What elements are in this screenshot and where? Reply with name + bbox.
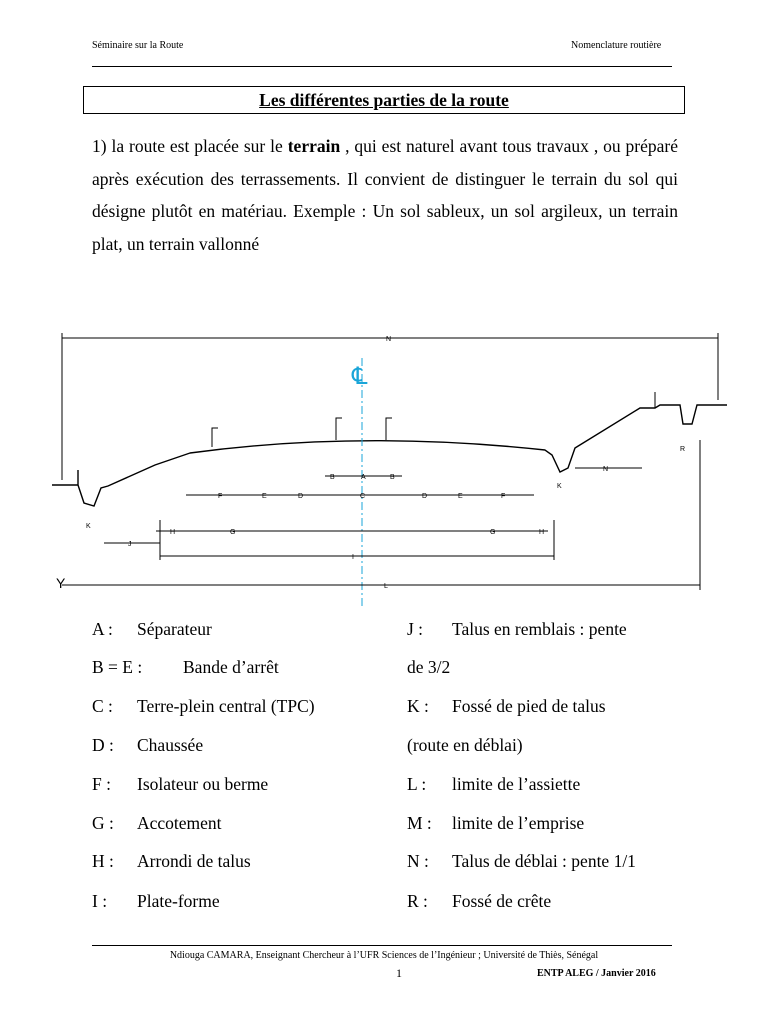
label-E-right: E [458,493,463,500]
intro-paragraph [92,130,678,261]
footer-author: Ndiouga CAMARA, Enseignant Chercheur à l’UFR Sciences de l’Ingénieur ; Université de Thiès, Sénégal [169,950,599,961]
label-I: I [352,554,354,561]
label-G-left: G [230,529,236,536]
legend-letter: F : [92,774,111,794]
legend-desc: Fossé de crête [452,891,552,911]
legend-letter: G : [92,813,114,833]
legend-desc: Plate-forme [137,891,220,911]
label-K-left: K [86,523,91,530]
legend-desc: Talus de déblai : pente 1/1 [452,851,636,871]
legend-letter: C : [92,696,113,716]
legend-desc: limite de l’emprise [452,813,585,833]
legend-desc: Accotement [137,813,222,833]
page-number: 1 [396,966,402,980]
legend-desc: de 3/2 [407,657,451,677]
legend-desc: (route en déblai) [407,735,523,755]
legend-letter: A : [92,619,113,639]
label-F-left: F [218,493,223,500]
paragraph-prefix: 1) la route est placée sur le [92,136,288,156]
label-R: R [680,446,686,453]
legend-desc: Talus en remblais : pente [452,619,627,639]
label-J: J [128,541,132,548]
header-rule [92,66,672,67]
label-N: N [386,336,392,343]
footer-rule [92,945,672,946]
paragraph-suffix: , qui est naturel avant tous travaux , ou préparé après exécution des terrassements. Il convient de distinguer le terrain du sol qui désigne plutôt en matériau. Exemple : Un sol sableux, un sol argileux, un terrain plat, un terrain vallonné [92,136,678,255]
label-D-right: D [422,493,428,500]
legend-letter: R : [407,891,428,911]
label-E-left: E [262,493,267,500]
label-A: A [361,474,366,481]
page-header-right: Nomenclature routière [571,40,662,51]
legend-desc: Fossé de pied de talus [452,696,606,716]
legend-desc: Arrondi de talus [137,851,251,871]
label-H-right: H [539,529,545,536]
label-K-right: K [557,483,562,490]
label-F-right: F [501,493,506,500]
legend-letter: L : [407,774,427,794]
label-G-right: G [490,529,496,536]
section-title: Les différentes parties de la route [259,89,509,110]
legend-letter: D : [92,735,114,755]
label-N-right: N [603,466,609,473]
legend-letter: M : [407,813,432,833]
centerline-symbol: ℄ [352,363,368,390]
legend-desc: Chaussée [137,735,204,755]
road-cross-section-diagram [40,325,740,615]
legend-letter: H : [92,851,114,871]
label-L: L [384,583,388,590]
barrier-left [212,428,218,447]
legend-letter: I : [92,891,108,911]
legend-desc: limite de l’assiette [452,774,581,794]
legend-letter: B = E : [92,657,143,677]
label-B-right: B [390,474,395,481]
legend-letter: J : [407,619,424,639]
legend-letter: K : [407,696,429,716]
legend-desc: Isolateur ou berme [137,774,269,794]
title-box [83,86,685,114]
legend-letter: N : [407,851,429,871]
label-Y: Y [56,575,66,591]
terrain-profile [52,405,727,506]
legend-desc: Bande d’arrêt [183,657,279,677]
barrier-center-left [336,418,342,440]
label-D-left: D [298,493,304,500]
label-B-left: B [330,474,335,481]
label-C: C [360,493,366,500]
label-H-left: H [170,529,176,536]
barrier-center-right [386,418,392,440]
legend-desc: Séparateur [137,619,212,639]
legend-desc: Terre-plein central (TPC) [137,696,315,716]
paragraph-bold-term: terrain [287,136,341,156]
footer-right: ENTP ALEG / Janvier 2016 [537,968,656,979]
page-header-left: Séminaire sur la Route [92,40,184,51]
